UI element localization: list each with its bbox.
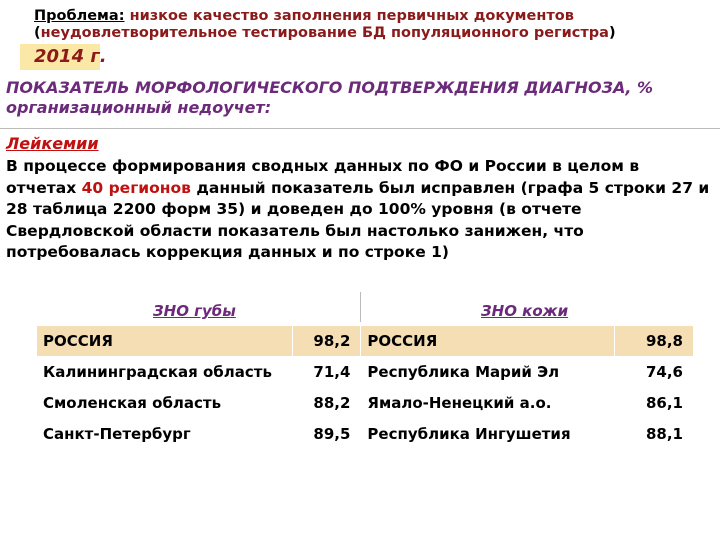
problem-line1: низкое качество заполнения первичных документов [129, 8, 574, 24]
right-region: РОССИЯ [361, 326, 615, 357]
right-value: 88,1 [615, 419, 694, 450]
indicator-line1: ПОКАЗАТЕЛЬ МОРФОЛОГИЧЕСКОГО ПОДТВЕРЖДЕНИЯ ДИАГНОЗА, % [6, 78, 654, 97]
indicator-heading [6, 78, 706, 118]
left-region: РОССИЯ [37, 326, 293, 357]
data-table [36, 325, 694, 450]
problem-label: Проблема: [34, 8, 125, 24]
left-region: Смоленская область [37, 388, 293, 419]
paragraph-part2: данный показатель был исправлен (графа 5 строки 27 и 28 таблица 2200 форм 35) и доведен до 100% уровня (в отчете Свердловской области показатель был настолько занижен, что потребовалась коррекция данных и по строке 1) [6, 178, 710, 261]
section-title: Лейкемии [6, 134, 99, 153]
left-region: Калининградская область [37, 357, 293, 388]
table-header-lip: ЗНО губы [153, 302, 236, 320]
left-value: 88,2 [293, 388, 361, 419]
right-value: 98,8 [615, 326, 694, 357]
right-region: Республика Ингушетия [361, 419, 615, 450]
left-value: 89,5 [293, 419, 361, 450]
problem-paren-close: ) [608, 25, 616, 41]
right-region: Республика Марий Эл [361, 357, 615, 388]
header-divider [360, 292, 361, 322]
table-header-skin: ЗНО кожи [481, 302, 569, 320]
paragraph-part1: В процессе формирования сводных данных по ФО и России в целом в отчетах [6, 157, 640, 197]
divider [0, 128, 720, 129]
year-label: 2014 г. [34, 46, 107, 67]
problem-paren-open: ( [34, 25, 41, 41]
table-row [37, 388, 694, 419]
problem-statement [34, 8, 704, 42]
table-row [37, 419, 694, 450]
right-region: Ямало-Ненецкий а.о. [361, 388, 615, 419]
left-value: 71,4 [293, 357, 361, 388]
left-region: Санкт-Петербург [37, 419, 293, 450]
table-row [37, 357, 694, 388]
table-row [37, 326, 694, 357]
right-value: 74,6 [615, 357, 694, 388]
right-value: 86,1 [615, 388, 694, 419]
description-paragraph [6, 156, 711, 264]
problem-line2: неудовлетворительное тестирование БД популяционного регистра [40, 25, 609, 41]
regions-highlight: 40 регионов [81, 178, 191, 197]
left-value: 98,2 [293, 326, 361, 357]
indicator-line2: организационный недоучет: [6, 98, 272, 117]
